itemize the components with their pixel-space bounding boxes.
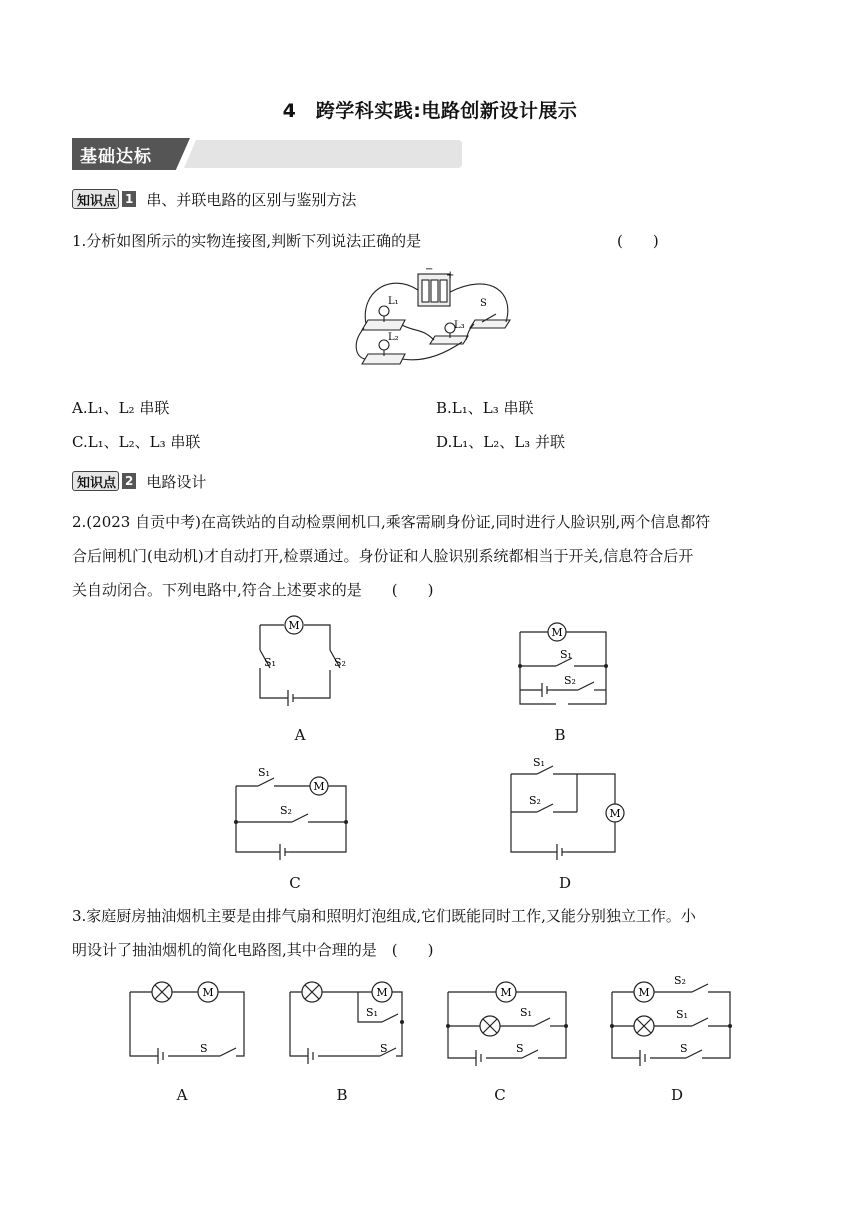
q2-circuit-a bbox=[250, 610, 355, 710]
q2-line-1: 2.(2023 自贡中考)在高铁站的自动检票闸机口,乘客需刷身份证,同时进行人脸识别,两个信息都符 bbox=[72, 513, 711, 531]
banner-bar bbox=[184, 140, 462, 168]
motor-label: M bbox=[551, 626, 563, 639]
switch-s-label: S bbox=[516, 1042, 524, 1055]
q3-circuit-a bbox=[124, 976, 250, 1066]
q1-option-a: A.L₁、L₂ 串联 bbox=[72, 399, 170, 417]
q3-label-d: D bbox=[670, 1086, 684, 1104]
motor-label: M bbox=[202, 986, 214, 999]
motor-label: M bbox=[609, 807, 621, 820]
switch-s1-label: S₁ bbox=[258, 766, 270, 779]
switch-s-label: S bbox=[480, 298, 487, 309]
q2-line-2: 合后闸机门(电动机)才自动打开,检票通过。身份证和人脸识别系统都相当于开关,信息符合后开 bbox=[72, 547, 694, 565]
kp-title: 电路设计 bbox=[146, 472, 207, 491]
motor-label: M bbox=[313, 780, 325, 793]
switch-s1-label: S₁ bbox=[676, 1008, 688, 1021]
switch-s-label: S bbox=[200, 1042, 208, 1055]
switch-s1-label: S₁ bbox=[560, 648, 572, 661]
q2-circuit-d bbox=[505, 756, 630, 864]
kp-number: 2 bbox=[122, 473, 136, 489]
switch-s1-label: S₁ bbox=[533, 756, 545, 769]
battery-plus-label: + bbox=[446, 270, 455, 281]
switch-s2-label: S₂ bbox=[334, 656, 346, 669]
q3-label-b: B bbox=[336, 1086, 348, 1104]
switch-s2-label: S₂ bbox=[674, 974, 686, 987]
q3-circuit-c bbox=[442, 976, 572, 1070]
section-banner bbox=[72, 138, 462, 170]
q2-circuit-c bbox=[228, 764, 353, 864]
motor-label: M bbox=[288, 619, 300, 632]
q2-label-a: A bbox=[294, 726, 306, 744]
motor-label: M bbox=[376, 986, 388, 999]
kp-tag: 知识点 bbox=[72, 189, 119, 209]
knowledge-point-1 bbox=[72, 188, 356, 210]
switch-s1-label: S₁ bbox=[366, 1006, 378, 1019]
kp-number: 1 bbox=[122, 191, 136, 207]
motor-label: M bbox=[500, 986, 512, 999]
q3-line-1: 3.家庭厨房抽油烟机主要是由排气扇和照明灯泡组成,它们既能同时工作,又能分别独立工作。小 bbox=[72, 907, 696, 925]
switch-s-label: S bbox=[380, 1042, 388, 1055]
q3-circuit-d bbox=[606, 970, 736, 1070]
motor-label: M bbox=[638, 986, 650, 999]
q2-circuit-b bbox=[512, 620, 612, 712]
q3-label-c: C bbox=[494, 1086, 506, 1104]
switch-s2-label: S₂ bbox=[564, 674, 576, 687]
bulb-l1-label: L₁ bbox=[388, 296, 399, 307]
knowledge-point-2 bbox=[72, 470, 206, 492]
q2-line-3: 关自动闭合。下列电路中,符合上述要求的是 ( ) bbox=[72, 581, 434, 599]
switch-s1-label: S₁ bbox=[520, 1006, 532, 1019]
q2-label-c: C bbox=[289, 874, 301, 892]
q1-option-b: B.L₁、L₃ 串联 bbox=[436, 399, 534, 417]
battery-minus-label: − bbox=[425, 264, 434, 275]
q1-answer-paren: ( ) bbox=[617, 232, 659, 250]
q2-label-b: B bbox=[554, 726, 566, 744]
q1-stem: 1.分析如图所示的实物连接图,判断下列说法正确的是 bbox=[72, 232, 422, 250]
q3-circuit-b bbox=[284, 976, 410, 1066]
bulb-l2-label: L₂ bbox=[388, 332, 399, 343]
q1-option-d: D.L₁、L₂、L₃ 并联 bbox=[436, 433, 565, 451]
section-title: 基础达标 bbox=[80, 147, 152, 167]
kp-title: 串、并联电路的区别与鉴别方法 bbox=[146, 190, 357, 209]
switch-s-label: S bbox=[680, 1042, 688, 1055]
kp-tag: 知识点 bbox=[72, 471, 119, 491]
q3-line-2: 明设计了抽油烟机的简化电路图,其中合理的是 ( ) bbox=[72, 941, 434, 959]
q1-option-c: C.L₁、L₂、L₃ 串联 bbox=[72, 433, 201, 451]
switch-s1-label: S₁ bbox=[264, 656, 276, 669]
switch-s2-label: S₂ bbox=[529, 794, 541, 807]
page-title: 4 跨学科实践:电路创新设计展示 bbox=[282, 100, 578, 122]
q2-label-d: D bbox=[558, 874, 572, 892]
switch-s2-label: S₂ bbox=[280, 804, 292, 817]
q3-label-a: A bbox=[176, 1086, 188, 1104]
bulb-l3-label: L₃ bbox=[454, 320, 465, 331]
q1-physical-circuit-figure bbox=[350, 262, 520, 382]
